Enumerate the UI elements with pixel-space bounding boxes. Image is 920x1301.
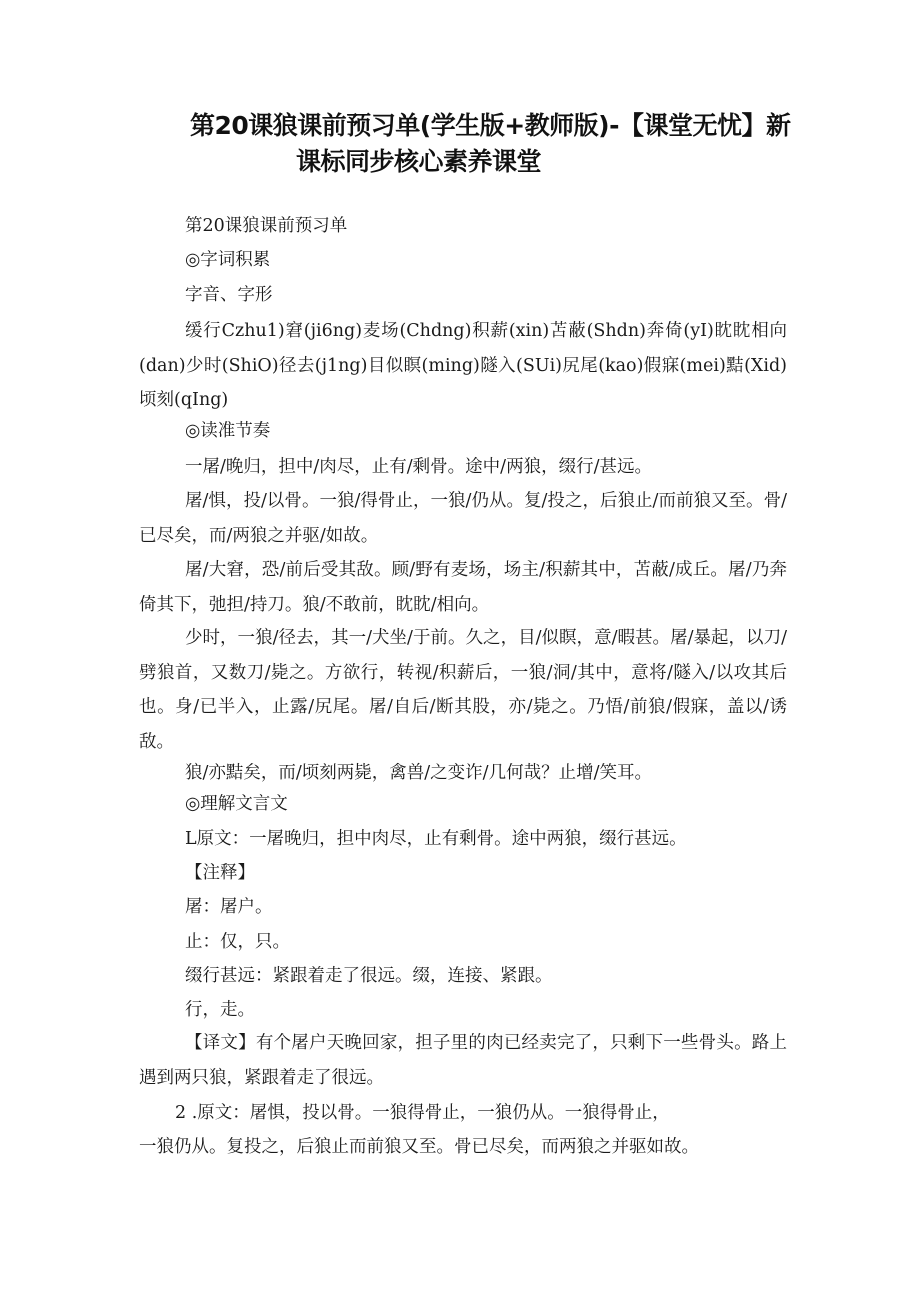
original-text-2-line-1: 2 .原文：屠惧，投以骨。一狼得骨止，一狼仍从。一狼得骨止，: [175, 1103, 670, 1123]
original-text-1: L原文：一屠晚归，担中肉尽，止有剩骨。途中两狼，缀行甚远。: [185, 829, 687, 849]
note-item: 行，走。: [185, 1000, 255, 1020]
section-heading-rhythm: ◎读准节奏: [185, 421, 271, 441]
rhythm-paragraph-5: 狼/亦黠矣，而/顷刻两毙，禽兽/之变诈/几何哉？止增/笑耳。: [185, 763, 652, 783]
section-heading-understand: ◎理解文言文: [185, 794, 288, 814]
notes-heading: 【注释】: [185, 863, 255, 883]
original-text-2-line-2: 一狼仍从。复投之，后狼止而前狼又至。骨已尽矣，而两狼之并驱如故。: [139, 1137, 699, 1157]
title-line-1: 第20课狼课前预习单(学生版+教师版)-【课堂无忧】新: [190, 111, 791, 140]
translation-paragraph: 【译文】有个屠户天晚回家，担子里的肉已经卖完了，只剩下一些骨头。路上遇到两只狼，紧跟着走了很远。: [139, 1033, 787, 1088]
note-item: 屠：屠户。: [185, 897, 273, 917]
section-heading-vocab: ◎字词积累: [185, 250, 271, 270]
rhythm-paragraph-1: 一屠/晚归，担中/肉尽，止有/剩骨。途中/两狼，缀行/甚远。: [185, 457, 652, 477]
note-item: 止：仅，只。: [185, 932, 290, 952]
note-item: 缀行甚远：紧跟着走了很远。缀，连接、紧跟。: [185, 966, 553, 986]
rhythm-paragraph-3: 屠/大窘，恐/前后受其敌。顾/野有麦场，场主/积薪其中，苫蔽/成丘。屠/乃奔倚其下，弛担/持刀。狼/不敢前，眈眈/相向。: [139, 560, 787, 615]
title-line-2: 课标同步核心素养课堂: [296, 147, 542, 176]
pinyin-paragraph: 缓行Czhu1)窘(ji6ng)麦场(Chdng)积薪(xin)苫蔽(Shdn)奔倚(yI)眈眈相向(dan)少时(ShiO)径去(j1ng)目似瞑(ming)隧入(SUi)尻尾(kao)假寐(mei)黠(Xid)顷刻(qIng): [139, 321, 787, 410]
section-subheading: 字音、字形: [185, 285, 273, 305]
rhythm-paragraph-4: 少时，一狼/径去，其一/犬坐/于前。久之，目/似瞑，意/暇甚。屠/暴起，以刀/劈狼首，又数刀/毙之。方欲行，转视/积薪后，一狼/洞/其中，意将/隧入/以攻其后也。身/已半入，止露/尻尾。屠/自后/断其股，亦/毙之。乃悟/前狼/假寐，盖以/诱敌。: [139, 628, 787, 752]
rhythm-paragraph-2: 屠/惧，投/以骨。一狼/得骨止，一狼/仍从。复/投之，后狼止/而前狼又至。骨/已尽矣，而/两狼之并驱/如故。: [139, 491, 787, 546]
subtitle: 第20课狼课前预习单: [185, 216, 348, 236]
